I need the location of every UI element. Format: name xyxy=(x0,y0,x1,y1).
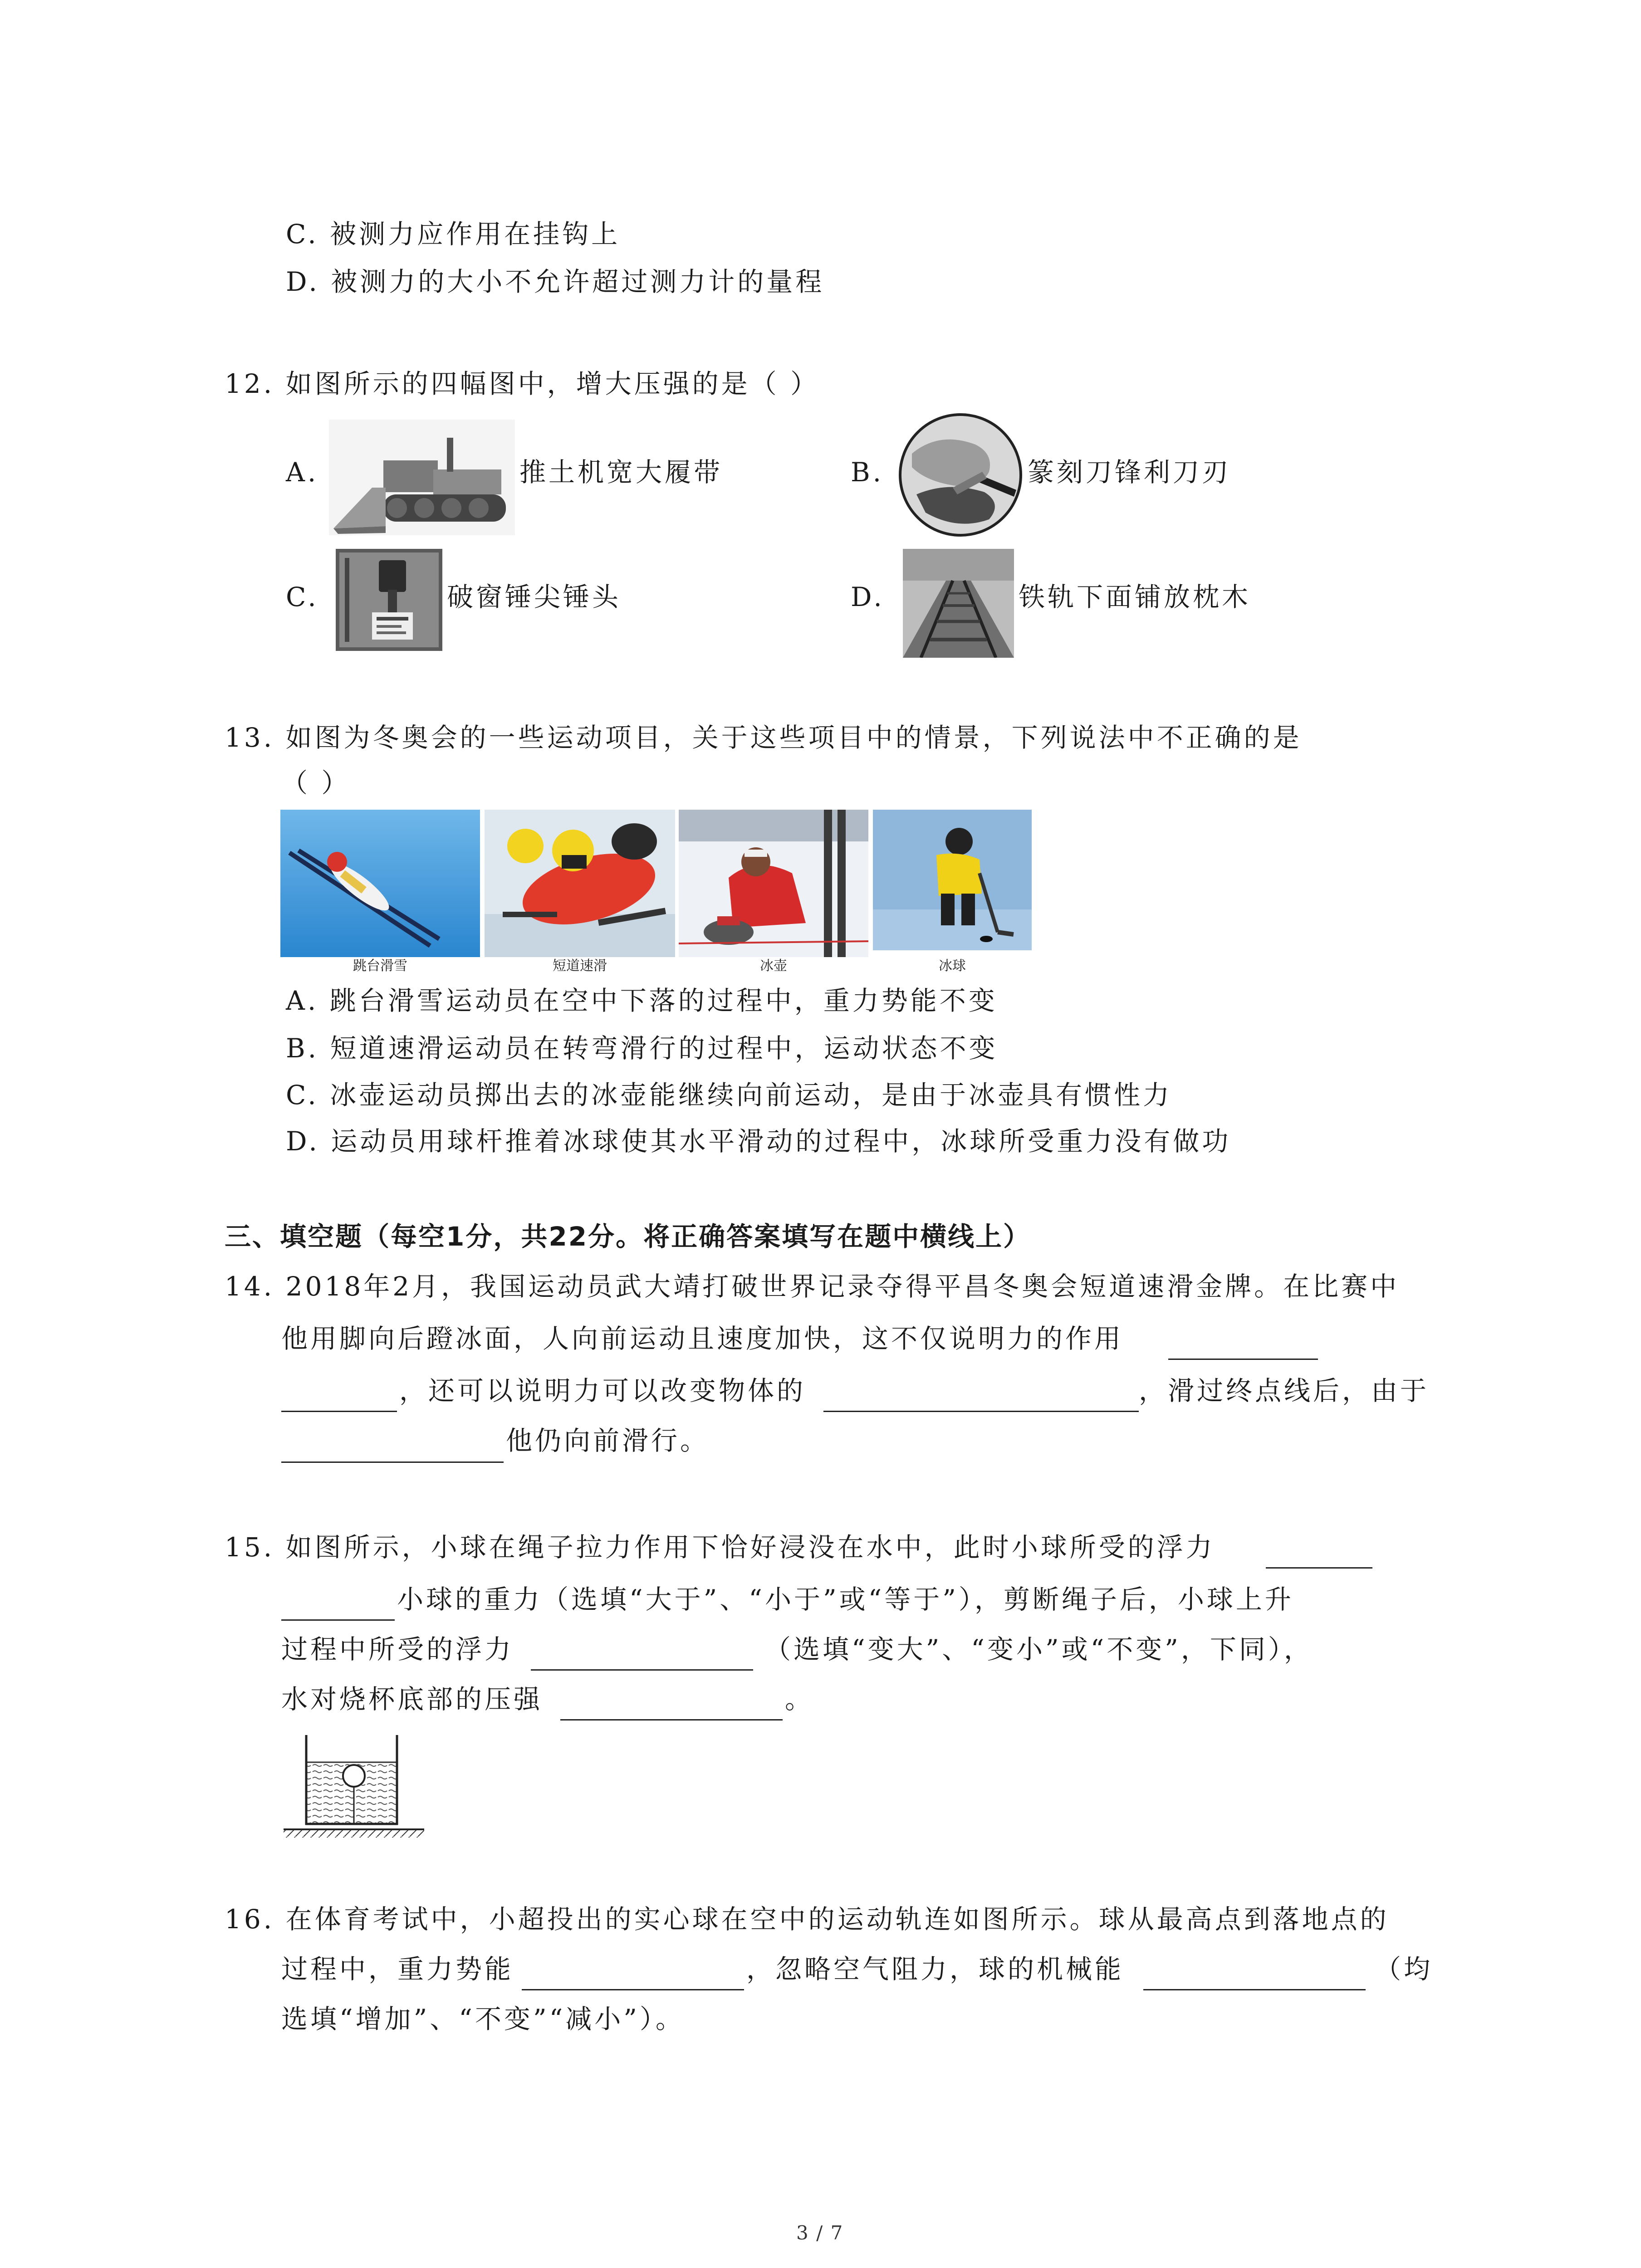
ice-hockey-image xyxy=(873,810,1032,950)
q13-option-a: A. 跳台滑雪运动员在空中下落的过程中，重力势能不变 xyxy=(286,985,998,1016)
q11-option-c: C. 被测力应作用在挂钩上 xyxy=(286,219,621,249)
q13-option-d: D. 运动员用球杆推着冰球使其水平滑动的过程中，冰球所受重力没有做功 xyxy=(286,1126,1231,1157)
q16-line3: 选填“增加”、“不变”“减小”）。 xyxy=(281,2004,685,2034)
q13-caption-ice-hockey: 冰球 xyxy=(939,958,966,974)
q12-option-a-text: 推土机宽大履带 xyxy=(519,457,723,488)
q15-blank-1a[interactable] xyxy=(1266,1567,1372,1569)
q12-stem: 12. 如图所示的四幅图中，增大压强的是（ ） xyxy=(225,368,820,399)
q16-line2c: （均 xyxy=(1375,1954,1433,1984)
q13-caption-short-track: 短道速滑 xyxy=(553,958,607,974)
q16-line1: 16. 在体育考试中，小超投出的实心球在空中的运动轨连如图所示。球从最高点到落地点的 xyxy=(225,1904,1389,1935)
short-track-image xyxy=(485,810,675,957)
q14-blank-1a[interactable] xyxy=(1168,1359,1318,1360)
q13-paren: （ ） xyxy=(281,767,351,798)
q15-blank-2[interactable] xyxy=(531,1669,753,1671)
q15-line1: 15. 如图所示，小球在绳子拉力作用下恰好浸没在水中，此时小球所受的浮力 xyxy=(225,1532,1215,1563)
q15-line2: 小球的重力（选填“大于”、“小于”或“等于”），剪断绳子后，小球上升 xyxy=(397,1584,1294,1615)
beaker-ball-diagram xyxy=(279,1730,429,1844)
q14-blank-1b[interactable] xyxy=(281,1411,397,1412)
curling-image xyxy=(679,810,868,957)
q15-blank-1b[interactable] xyxy=(281,1619,395,1621)
q16-blank-1[interactable] xyxy=(522,1989,744,1990)
q12-option-d-letter: D. xyxy=(851,582,885,612)
q13-option-b: B. 短道速滑运动员在转弯滑行的过程中，运动状态不变 xyxy=(286,1033,998,1064)
q12-option-b-letter: B. xyxy=(851,457,884,488)
q12-option-b-text: 篆刻刀锋利刀刃 xyxy=(1028,457,1231,488)
q12-option-c-text: 破窗锤尖锤头 xyxy=(447,582,622,612)
q15-line4a: 水对烧杯底部的压强 xyxy=(281,1684,543,1715)
q15-line4b: 。 xyxy=(785,1684,814,1715)
bulldozer-image xyxy=(329,420,515,535)
q14-line3b: ，滑过终点线后，由于 xyxy=(1139,1375,1430,1406)
q13-caption-ski-jump: 跳台滑雪 xyxy=(353,958,407,974)
q12-option-d-text: 铁轨下面铺放枕木 xyxy=(1019,582,1251,612)
railway-image xyxy=(903,549,1014,658)
q16-line2a: 过程中，重力势能 xyxy=(281,1954,514,1984)
q14-line3: ，还可以说明力可以改变物体的 xyxy=(399,1375,806,1406)
q13-option-c: C. 冰壶运动员掷出去的冰壶能继续向前运动，是由于冰壶具有惯性力 xyxy=(286,1080,1172,1110)
q14-line1: 14. 2018年2月，我国运动员武大靖打破世界记录夺得平昌冬奥会短道速滑金牌。在比赛中 xyxy=(225,1271,1400,1302)
carving-knife-image xyxy=(898,413,1023,538)
q14-blank-3[interactable] xyxy=(281,1461,504,1463)
q15-line3b: （选填“变大”、“变小”或“不变”，下同）， xyxy=(764,1634,1313,1665)
q14-line2: 他用脚向后蹬冰面，人向前运动且速度加快，这不仅说明力的作用 xyxy=(281,1323,1124,1354)
ski-jumping-image xyxy=(280,810,480,957)
q16-line2b: ，忽略空气阻力，球的机械能 xyxy=(746,1954,1124,1984)
window-hammer-image xyxy=(336,549,442,651)
q15-blank-3[interactable] xyxy=(560,1719,783,1721)
q14-line4: 他仍向前滑行。 xyxy=(506,1425,710,1456)
q15-line3a: 过程中所受的浮力 xyxy=(281,1634,514,1665)
q12-option-a-letter: A. xyxy=(286,457,319,488)
q12-option-c-letter: C. xyxy=(286,582,319,612)
section-heading: 三、填空题（每空1分，共22分。将正确答案填写在题中横线上） xyxy=(225,1221,1031,1252)
q13-stem: 13. 如图为冬奥会的一些运动项目，关于这些项目中的情景，下列说法中不正确的是 xyxy=(225,722,1302,753)
q13-caption-curling: 冰壶 xyxy=(760,958,787,974)
q14-blank-2[interactable] xyxy=(823,1411,1139,1412)
q11-option-d: D. 被测力的大小不允许超过测力计的量程 xyxy=(286,266,825,297)
page-number: 3 / 7 xyxy=(796,2222,844,2244)
q16-blank-2[interactable] xyxy=(1143,1989,1366,1990)
